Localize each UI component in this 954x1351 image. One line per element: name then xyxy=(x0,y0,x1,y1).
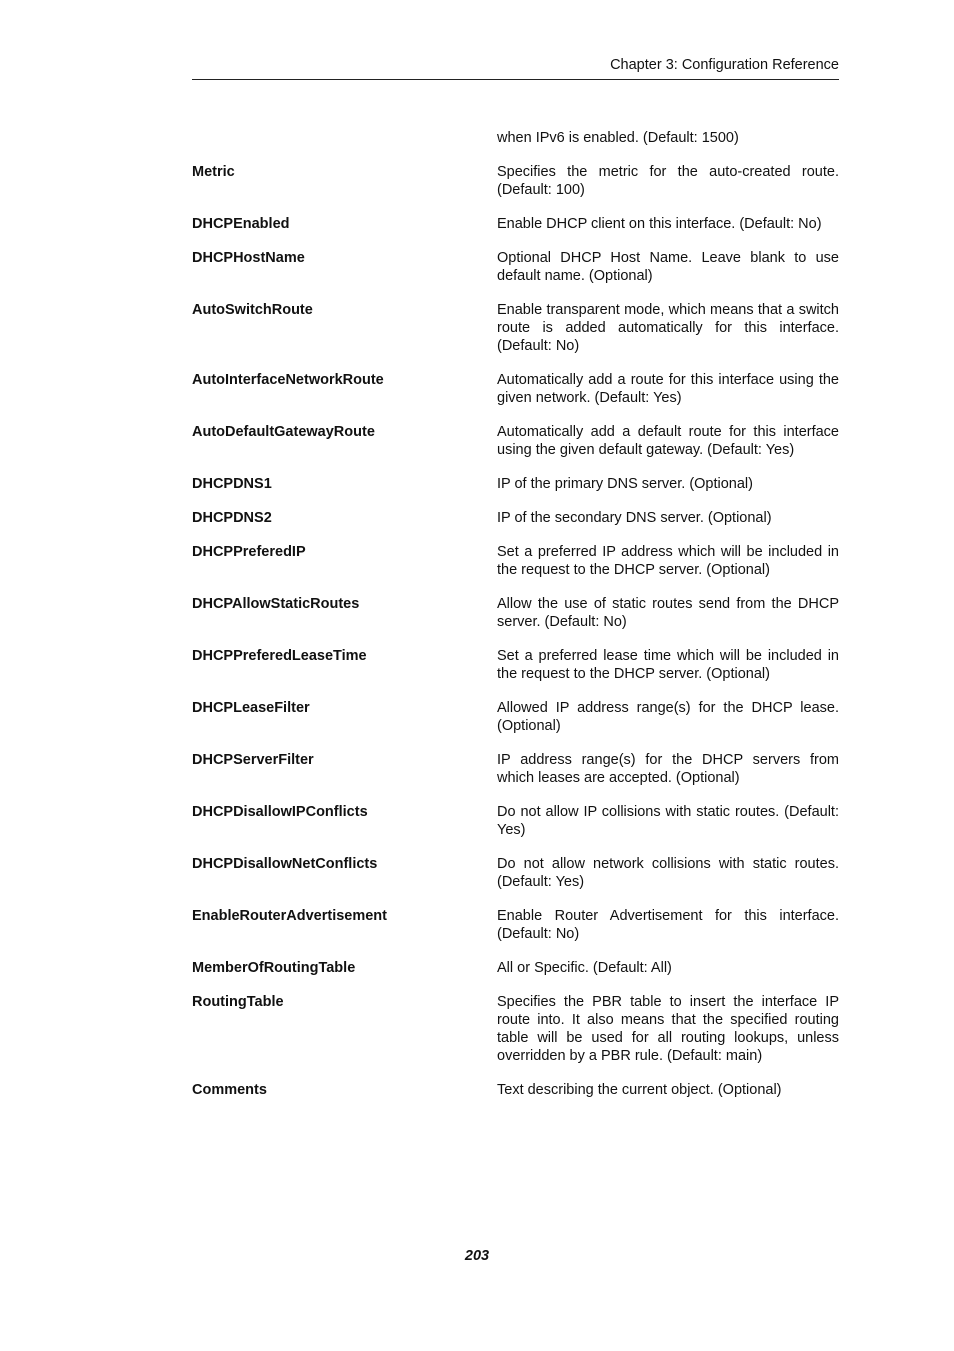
parameter-description: Automatically add a route for this interface using the given network. (Default: Yes) xyxy=(497,372,839,406)
parameter-row-dhcpdisallowipconflicts xyxy=(192,803,839,839)
parameter-description: Enable Router Advertisement for this interface. (Default: No) xyxy=(497,908,839,942)
parameter-description: All or Specific. (Default: All) xyxy=(497,960,672,976)
parameter-description: Optional DHCP Host Name. Leave blank to use default name. (Optional) xyxy=(497,250,839,284)
parameter-name: DHCPDNS1 xyxy=(192,476,272,492)
parameter-row-autointerfacenetworkroute xyxy=(192,371,839,407)
parameter-description: Allowed IP address range(s) for the DHCP lease. (Optional) xyxy=(497,700,839,734)
parameter-name: DHCPDisallowNetConflicts xyxy=(192,856,378,872)
parameter-name: DHCPEnabled xyxy=(192,216,290,232)
parameter-description: Enable DHCP client on this interface. (Default: No) xyxy=(497,216,822,232)
parameter-row-metric xyxy=(192,163,839,199)
parameter-row-enablerouteradvertisement xyxy=(192,907,839,943)
parameter-name: AutoInterfaceNetworkRoute xyxy=(192,372,384,388)
parameter-name: DHCPDisallowIPConflicts xyxy=(192,804,368,820)
parameter-name: AutoDefaultGatewayRoute xyxy=(192,424,375,440)
parameter-description: Enable transparent mode, which means that a switch route is added automatically for this interface. (Default: No) xyxy=(497,302,839,354)
parameter-description: when IPv6 is enabled. (Default: 1500) xyxy=(497,130,739,146)
parameter-description: IP of the secondary DNS server. (Optional) xyxy=(497,510,772,526)
parameter-row-dhcpallowstaticroutes xyxy=(192,595,839,631)
parameter-description: Do not allow network collisions with static routes. (Default: Yes) xyxy=(497,856,839,890)
parameter-list xyxy=(192,129,839,1115)
parameter-description: IP address range(s) for the DHCP servers from which leases are accepted. (Optional) xyxy=(497,752,839,786)
parameter-name: Metric xyxy=(192,164,235,180)
parameter-description: Set a preferred IP address which will be included in the request to the DHCP server. (Optional) xyxy=(497,544,839,578)
parameter-row-dhcpdns1 xyxy=(192,475,839,493)
parameter-description: Automatically add a default route for this interface using the given default gateway. (Default: Yes) xyxy=(497,424,839,458)
parameter-description: Set a preferred lease time which will be included in the request to the DHCP server. (Optional) xyxy=(497,648,839,682)
parameter-name: AutoSwitchRoute xyxy=(192,302,313,318)
parameter-name: DHCPHostName xyxy=(192,250,305,266)
parameter-row-dhcppreferedip xyxy=(192,543,839,579)
parameter-description: Specifies the metric for the auto-created route. (Default: 100) xyxy=(497,164,839,198)
parameter-row-dhcppreferedleasetime xyxy=(192,647,839,683)
parameter-description: Text describing the current object. (Optional) xyxy=(497,1082,782,1098)
parameter-name: DHCPPreferedIP xyxy=(192,544,306,560)
parameter-name: EnableRouterAdvertisement xyxy=(192,908,387,924)
parameter-name: RoutingTable xyxy=(192,994,284,1010)
parameter-row-autoswitchroute xyxy=(192,301,839,355)
parameter-row-dhcpserverfilter xyxy=(192,751,839,787)
parameter-row-routingtable xyxy=(192,993,839,1065)
parameter-row-dhcpleasefilter xyxy=(192,699,839,735)
parameter-name: DHCPPreferedLeaseTime xyxy=(192,648,367,664)
parameter-name: Comments xyxy=(192,1082,267,1098)
parameter-name: DHCPDNS2 xyxy=(192,510,272,526)
parameter-description: IP of the primary DNS server. (Optional) xyxy=(497,476,753,492)
parameter-name: DHCPLeaseFilter xyxy=(192,700,310,716)
parameter-name: MemberOfRoutingTable xyxy=(192,960,356,976)
chapter-title: Chapter 3: Configuration Reference xyxy=(610,57,839,73)
parameter-row-comments xyxy=(192,1081,839,1099)
parameter-row-autodefaultgatewayroute xyxy=(192,423,839,459)
parameter-description: Allow the use of static routes send from the DHCP server. (Default: No) xyxy=(497,596,839,630)
page-number: 203 xyxy=(464,1248,490,1264)
parameter-row-dhcphostname xyxy=(192,249,839,285)
parameter-row-dhcpdns2 xyxy=(192,509,839,527)
parameter-row-memberofroutingtable xyxy=(192,959,839,977)
parameter-description: Do not allow IP collisions with static routes. (Default: Yes) xyxy=(497,804,839,838)
page-header xyxy=(192,54,839,80)
parameter-name: DHCPServerFilter xyxy=(192,752,314,768)
parameter-row-dhcpdisallownetconflicts xyxy=(192,855,839,891)
parameter-continuation-row xyxy=(192,129,839,147)
parameter-description: Specifies the PBR table to insert the interface IP route into. It also means that the specified routing table will be used for all routing lookups, unless overridden by a PBR rule. (Default: main) xyxy=(497,994,839,1064)
parameter-name: DHCPAllowStaticRoutes xyxy=(192,596,360,612)
parameter-row-dhcpenabled xyxy=(192,215,839,233)
